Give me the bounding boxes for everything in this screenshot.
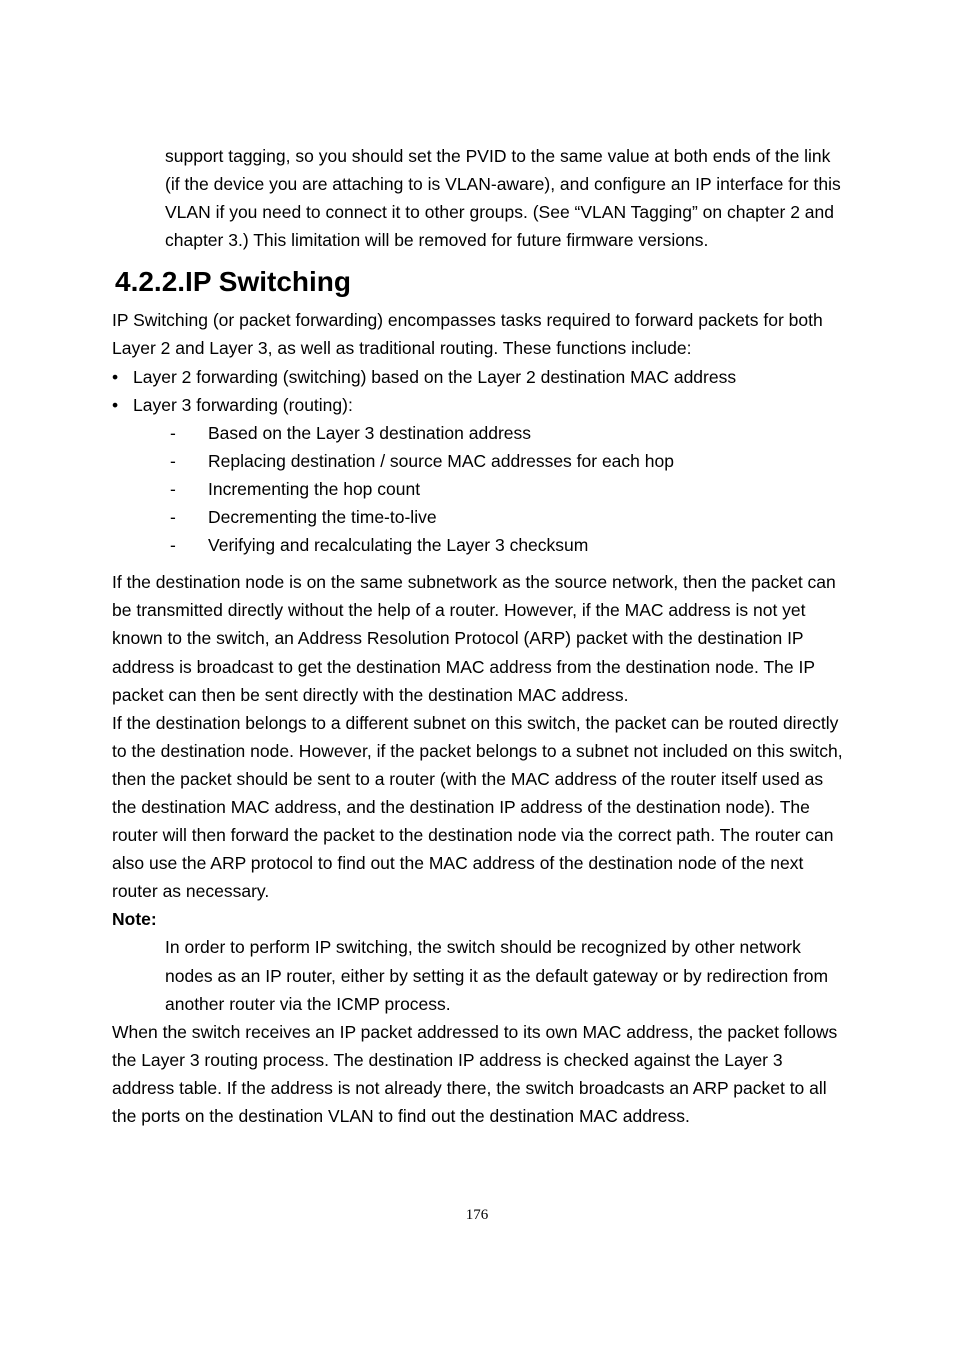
page-number: 176 [465,1207,489,1223]
sub-list-item [133,503,847,531]
dash-marker: - [170,450,176,471]
sub-item-text: Replacing destination / source MAC addresses for each hop [208,450,674,471]
dash-marker: - [170,422,176,443]
intro-continuation: support tagging, so you should set the PVID to the same value at both ends of the link (if the device you are attaching to is VLAN-aware), and configure an IP interface for this VLAN if you need to connect it to other groups. (See “VLAN Tagging” on chapter 2 and chapter 3.) This limitation will be removed for future firmware versions. [165,146,841,251]
sub-item-text: Verifying and recalculating the Layer 3 checksum [208,535,589,556]
paragraph-different-subnet: If the destination belongs to a different subnet on this switch, the packet can be routed directly to the destination node. However, if the packet belongs to a subnet not included on this switch, then the packet should be sent to a router (with the MAC address of the router itself used as the destination MAC address, and the destination IP address of the destination node). The router will then forward the packet to the destination node via the correct path. The router can also use the ARP protocol to find out the MAC address of the destination node of the next router as necessary. [112,712,843,902]
list-item [112,391,847,560]
note-text: In order to perform IP switching, the switch should be recognized by other network nodes as an IP router, either by setting it as the default gateway or by redirection from another router via the ICMP process. [165,937,829,1014]
dash-marker: - [170,478,176,499]
list-item [112,363,847,391]
note-label: Note: [112,909,157,930]
page-content [112,142,847,1130]
bullet-text: Layer 3 forwarding (routing): [133,394,353,415]
sub-item-text: Incrementing the hop count [208,478,421,499]
function-list [112,363,847,560]
sub-item-text: Decrementing the time-to-live [208,507,437,528]
sub-list-item [133,531,847,559]
sub-list-item [133,475,847,503]
spacer [112,559,847,568]
sub-item-text: Based on the Layer 3 destination address [208,422,531,443]
sub-list-item [133,447,847,475]
dash-marker: - [170,507,176,528]
bullet-marker: • [112,366,119,387]
bullet-marker: • [112,394,119,415]
section-intro: IP Switching (or packet forwarding) encompasses tasks required to forward packets for both Layer 2 and Layer 3, as well as traditional routing. These functions include: [112,310,823,359]
dash-marker: - [170,535,176,556]
section-heading: 4.2.2.IP Switching [115,266,352,298]
sub-list-item [133,419,847,447]
routing-sub-list [133,419,847,559]
paragraph-same-subnet: If the destination node is on the same subnetwork as the source network, then the packet can be transmitted directly without the help of a router. However, if the MAC address is not yet known to the switch, an Address Resolution Protocol (ARP) packet with the destination IP address is broadcast to get the destination MAC address from the destination node. The IP packet can then be sent directly with the destination MAC address. [112,572,836,705]
paragraph-closing: When the switch receives an IP packet addressed to its own MAC address, the packet follows the Layer 3 routing process. The destination IP address is checked against the Layer 3 address table. If the address is not already there, the switch broadcasts an ARP packet to all the ports on the destination VLAN to find out the destination MAC address. [112,1021,838,1126]
bullet-text: Layer 2 forwarding (switching) based on the Layer 2 destination MAC address [133,366,737,387]
